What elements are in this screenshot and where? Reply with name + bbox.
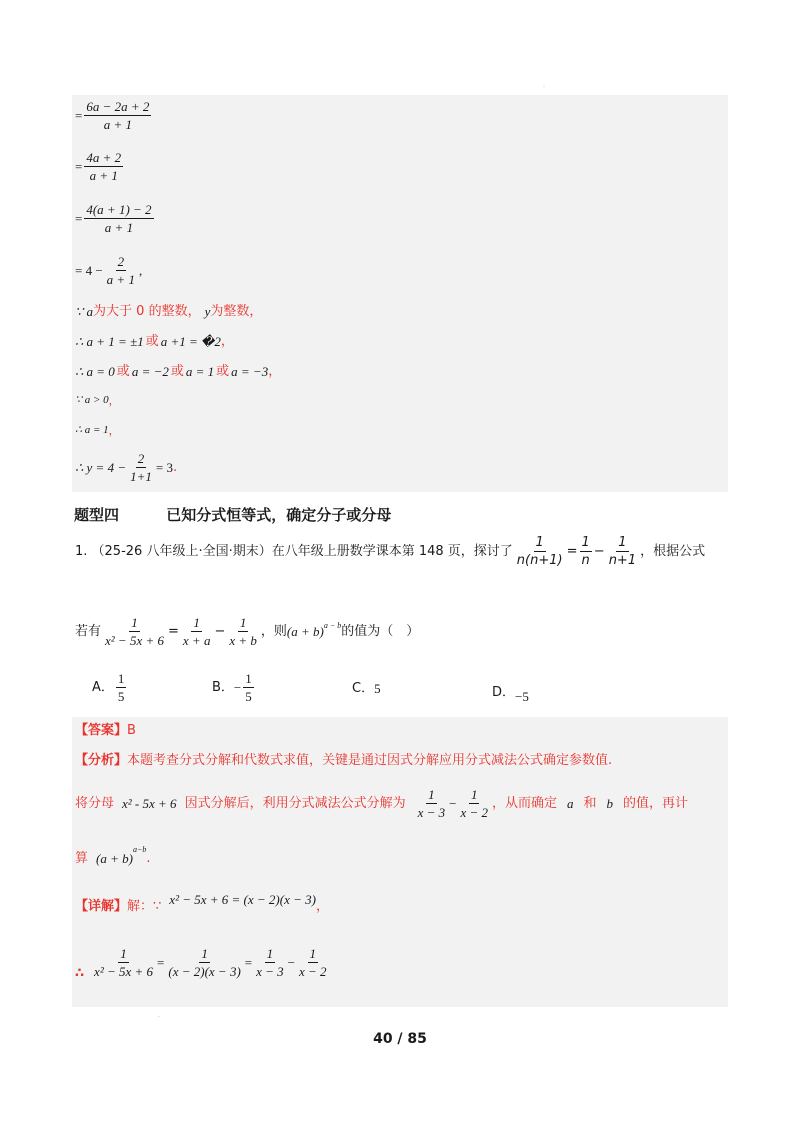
fraction <box>515 536 565 567</box>
denominator: x − 3 <box>417 805 446 820</box>
option-label: B． <box>212 680 234 695</box>
math-text: ∴ a = 1 <box>75 424 109 436</box>
numerator: 1 <box>470 787 478 802</box>
values-line <box>75 365 281 378</box>
red-text: ，从而确定 <box>492 796 558 811</box>
red-text: . <box>146 851 151 866</box>
math-text: ∴ a = 0 <box>75 364 115 379</box>
numerator: 1 <box>117 671 125 686</box>
fraction <box>84 151 123 182</box>
analysis-tag: 【分析】 <box>75 753 128 768</box>
option-label: A． <box>92 680 114 695</box>
math-text: − <box>593 544 605 559</box>
math-text: = <box>566 544 578 559</box>
math-text: y <box>204 304 211 319</box>
detail-result <box>75 945 331 980</box>
red-text: 和 <box>583 796 597 811</box>
question-line-1 <box>75 536 705 567</box>
fraction <box>84 203 153 234</box>
math-text: − <box>214 624 226 639</box>
red-text: 将分母 <box>75 796 115 811</box>
denominator: x − 2 <box>460 805 489 820</box>
red-text: 为整数， <box>210 304 263 319</box>
question-text: 1. （25-26 八年级上·全国·期末）在八年级上册数学课本第 148 页，探讨了 <box>75 544 513 559</box>
fraction <box>416 788 448 819</box>
math-text: ∴ a + 1 = ±1 <box>75 334 144 349</box>
denominator: x² − 5x + 6 <box>105 633 164 648</box>
red-text: 或 <box>145 334 159 349</box>
denominator: (x − 2)(x − 3) <box>168 964 241 979</box>
fraction <box>92 947 155 978</box>
exponent: a − b <box>323 621 342 630</box>
option-c[interactable] <box>352 682 381 695</box>
math-text: a = −3 <box>231 364 269 379</box>
option-value: −5 <box>515 689 529 704</box>
red-text: ， <box>315 899 329 914</box>
math-text: = <box>244 955 253 970</box>
fraction <box>243 672 254 703</box>
numerator: 1 <box>120 946 127 961</box>
option-d[interactable] <box>492 682 529 703</box>
math-text: a <box>567 796 574 811</box>
numerator: 1 <box>266 946 274 961</box>
fraction <box>128 452 154 483</box>
numerator: 4a + 2 <box>86 150 122 165</box>
numerator: 1 <box>131 615 138 630</box>
step-1: = $\frac{6a - 2a + 2}{a + 1}$ <box>75 99 150 132</box>
step-3: = $\frac{4(a + 1) - 2}{a + 1}$ <box>75 202 152 235</box>
denominator: a + 1 <box>89 168 118 183</box>
answer-value: B <box>127 723 136 738</box>
math-text: − <box>449 796 457 811</box>
numerator: 4(a + 1) − 2 <box>86 202 152 217</box>
math-text: ∵ a > 0 <box>75 394 109 406</box>
detail-tag: 【详解】 <box>75 899 128 914</box>
math-text: ∴ y = 4 − <box>75 460 127 475</box>
option-value: 5 <box>374 681 381 696</box>
result-a <box>75 425 120 436</box>
detail-line <box>75 892 329 914</box>
step-4 <box>75 255 142 286</box>
numerator: 1 <box>201 946 208 961</box>
question-text: ，根据公式 <box>640 544 706 559</box>
fraction <box>458 788 490 819</box>
denominator: n <box>581 553 590 568</box>
numerator: 1 <box>239 615 247 630</box>
denominator: a + 1 <box>103 117 132 132</box>
condition-line <box>75 305 262 318</box>
analysis-line-3 <box>75 845 151 866</box>
red-text: . <box>172 460 178 475</box>
red-text: 解：∵ <box>127 899 162 914</box>
answer-line <box>75 724 136 737</box>
analysis-line-2 <box>75 788 688 819</box>
equation-line <box>75 335 234 348</box>
denominator: x − 2 <box>299 964 327 979</box>
page-number: 40 / 85 <box>373 1031 427 1047</box>
math-text: − <box>287 955 296 970</box>
red-text: 的值，再计 <box>623 796 689 811</box>
red-text: ， <box>220 334 234 349</box>
denominator: x + a <box>182 633 211 648</box>
math-text: x² − 5x + 6 = (x − 2)(x − 3) <box>169 892 316 907</box>
result-y <box>75 452 177 483</box>
analysis-text: 本题考查分式分解和代数式求值，关键是通过因式分解应用分式减法公式确定参数值. <box>127 753 613 768</box>
red-text: 为大于 0 的整数， <box>93 304 201 319</box>
option-a[interactable] <box>92 672 128 703</box>
option-label: C． <box>352 681 375 696</box>
question-text: ，则 <box>260 624 287 639</box>
fraction <box>297 947 329 978</box>
fraction <box>580 536 592 567</box>
denominator: x + b <box>229 633 257 648</box>
option-b[interactable] <box>212 672 256 703</box>
math-text: a = 1 <box>185 364 215 379</box>
section-heading <box>74 504 391 525</box>
red-text: 算 <box>75 851 89 866</box>
numerator: 1 <box>193 615 200 630</box>
question-text: 若有 <box>75 624 102 639</box>
denominator: 1+1 <box>130 469 152 484</box>
numerator: 1 <box>309 946 317 961</box>
analysis-line <box>75 754 612 767</box>
red-text: 或 <box>216 364 230 379</box>
question-text: 的值为（ ） <box>341 624 420 639</box>
math-text: ∵ a <box>75 304 94 319</box>
numerator: 1 <box>535 535 544 550</box>
numerator: 2 <box>137 451 145 466</box>
exponent: a−b <box>132 845 147 854</box>
red-text: 因式分解后，利用分式减法公式分解为 <box>184 796 406 811</box>
numerator: 1 <box>618 535 627 550</box>
section-title: 已知分式恒等式，确定分子或分母 <box>166 506 392 524</box>
denominator: a + 1 <box>106 272 135 287</box>
option-label: D． <box>492 685 516 700</box>
step-text: = 4 − <box>75 263 103 278</box>
fraction <box>607 536 638 567</box>
red-text: ， <box>108 394 120 407</box>
denominator: 5 <box>117 689 125 704</box>
math-text: a +1 = �2 <box>160 334 221 349</box>
math-text: = <box>157 955 165 970</box>
step-2: = $\frac{4a + 2}{a + 1}$ <box>75 150 122 183</box>
denominator: n+1 <box>608 553 637 568</box>
solution-block <box>72 95 728 492</box>
red-text: 或 <box>116 364 130 379</box>
red-text: ∴ <box>75 966 85 981</box>
fraction <box>116 672 127 703</box>
scan-dot: . <box>543 80 545 89</box>
fraction <box>84 100 151 131</box>
red-text: ， <box>108 424 120 437</box>
denominator: 5 <box>245 689 252 704</box>
fraction <box>103 616 166 647</box>
denominator: n(n+1) <box>516 553 563 568</box>
numerator: 6a − 2a + 2 <box>86 99 150 114</box>
math-text: − <box>233 680 242 695</box>
question-line-2 <box>75 616 419 647</box>
scan-dot: . <box>158 1010 160 1019</box>
answer-tag: 【答案】 <box>75 723 128 738</box>
math-text: = <box>168 624 179 639</box>
fraction <box>227 616 259 647</box>
math-text: (a + b) <box>96 851 133 866</box>
step-text: , <box>138 263 143 278</box>
math-text: (a + b) <box>286 624 324 639</box>
numerator: 1 <box>245 671 252 686</box>
numerator: 1 <box>581 535 590 550</box>
numerator: 2 <box>117 254 125 269</box>
red-text: ， <box>268 364 282 379</box>
section-label: 题型四 <box>74 506 120 524</box>
math-text: a = −2 <box>131 364 169 379</box>
math-text: x² - 5x + 6 <box>122 796 177 811</box>
fraction <box>105 255 137 286</box>
denominator: a + 1 <box>104 220 134 235</box>
numerator: 1 <box>428 787 435 802</box>
red-text: 或 <box>170 364 184 379</box>
math-text: = 3 <box>155 460 173 475</box>
fraction <box>181 616 213 647</box>
fraction <box>166 947 242 978</box>
denominator: x − 3 <box>256 964 284 979</box>
fraction <box>254 947 286 978</box>
math-text: b <box>606 796 614 811</box>
denominator: x² − 5x + 6 <box>94 964 154 979</box>
condition-a-positive <box>75 395 120 406</box>
